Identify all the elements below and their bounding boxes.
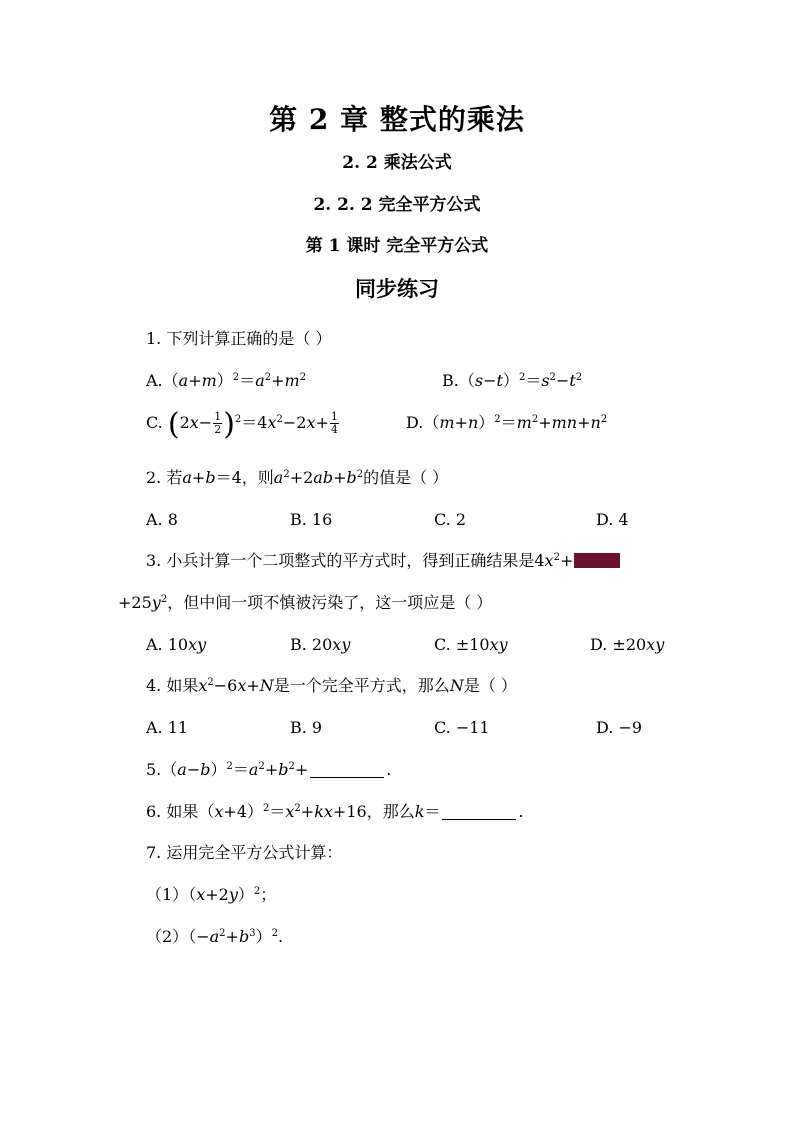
answer-blank[interactable] (310, 762, 384, 778)
question-7-stem: 7. 运用完全平方公式计算： (146, 843, 343, 862)
question-3-stem-line2: $+25y^2$，但中间一项不慎被污染了，这一项应是（ ） (118, 593, 493, 612)
subsection-title: 2. 2. 2 完全平方公式 (313, 195, 481, 215)
question-1-stem: 1. 下列计算正确的是（ ） (146, 329, 332, 348)
question-2-stem: 2. 若a+b＝4，则$a^2+2ab+b^2$的值是（ ） (146, 468, 449, 487)
question-1-option-c: C. (2x− $\frac{1}{2}$ )$^2=4x^2-2x+$ $\frac{1}{4}$ (146, 407, 338, 442)
question-3-option-c: C. ±10xy (434, 635, 508, 654)
question-7-sub-1: $(1)(x+2y)^2$； (146, 885, 277, 904)
question-1-option-d: $D.(m+n)^2=m^2+mn+n^2$ (406, 413, 608, 432)
answer-blank[interactable] (442, 804, 516, 820)
question-7-sub-2: $(2)(-a^2+b^3)^2$. (146, 927, 284, 946)
question-1-option-b: $B.(s-t)^2=s^2-t^2$ (442, 371, 583, 390)
question-3-option-a: A. 10xy (146, 635, 207, 654)
lesson-title: 第 1 课时 完全平方公式 (305, 236, 489, 256)
question-6-stem: 6. 如果$(x+4)^2=x^2+kx+16$，那么k＝ . (146, 802, 524, 821)
question-3-option-b: B. 20xy (290, 635, 351, 654)
question-1-option-a: $A.(a+m)^2=a^2+m^2$ (146, 371, 307, 390)
question-2-option-b: B. 16 (290, 510, 333, 529)
chapter-title: 第 2 章 整式的乘法 (269, 103, 525, 136)
question-4-stem: 4. 如果$x^2-6x+N$是一个完全平方式，那么N是（ ） (146, 676, 517, 695)
practice-title: 同步练习 (355, 276, 439, 301)
question-4-option-d: D. −9 (596, 718, 643, 737)
question-4-option-c: C. −11 (434, 718, 490, 737)
question-4-option-a: A. 11 (146, 718, 189, 737)
question-3-stem-line1: 3. 小兵计算一个二项整式的平方式时，得到正确结果是$4x^2+$ (146, 550, 620, 572)
question-2-option-c: C. 2 (434, 510, 467, 529)
question-2-option-d: D. 4 (596, 510, 629, 529)
question-2-option-a: A. 8 (146, 510, 178, 529)
question-4-option-b: B. 9 (290, 718, 323, 737)
ink-stain (574, 553, 620, 568)
question-5-stem: $5.(a-b)^2=a^2+b^2+$ . (146, 760, 392, 779)
section-title: 2. 2 乘法公式 (342, 153, 452, 173)
question-3-option-d: D. ±20xy (590, 635, 665, 654)
